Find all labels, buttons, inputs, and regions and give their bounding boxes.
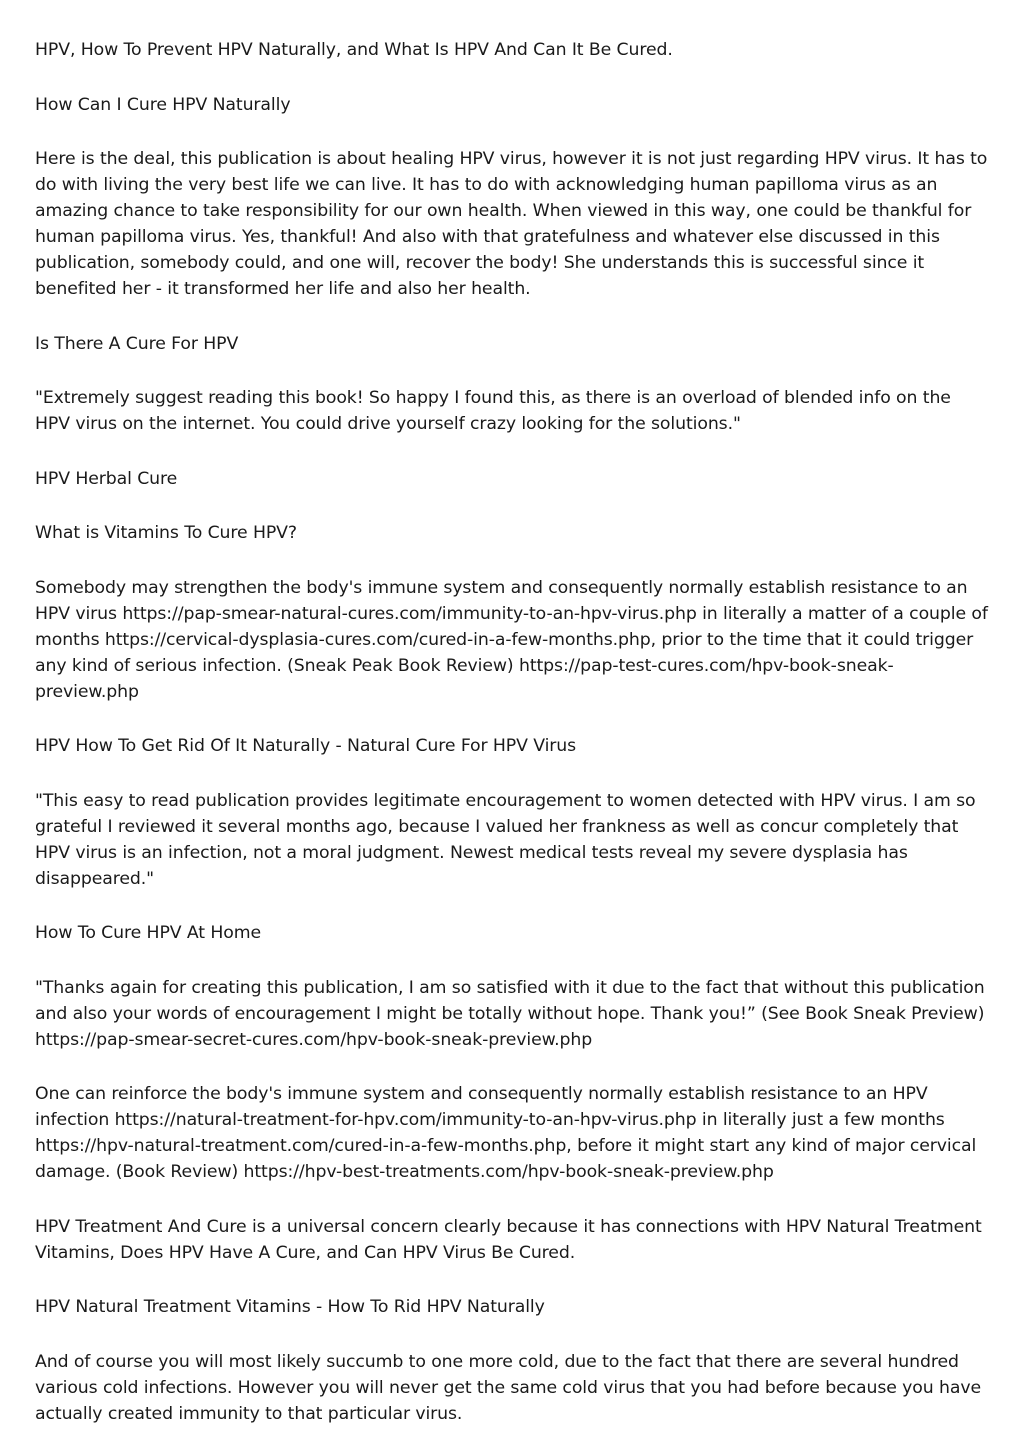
body-paragraph: Here is the deal, this publication is about healing HPV virus, however it is not just regarding HPV virus. It has to do with living the very best life we can live. It has to do with acknowledging human papilloma virus as an amazing chance to take responsibility for our own health. When viewed in this way, one could be thankful for human papilloma virus. Yes, thankful! And also with that gratefulness and whatever else discussed in this publication, somebody could, and one will, recover the body! She understands this is successful since it benefited her - it transformed her life and also her health. [35, 149, 988, 299]
section-heading: HPV Natural Treatment Vitamins - How To Rid HPV Naturally [35, 1297, 545, 1317]
section-heading: How Can I Cure HPV Naturally [35, 94, 291, 115]
body-paragraph: And of course you will most likely succumb to one more cold, due to the fact that there are several hundred various cold infections. However you will never get the same cold virus that you had before because you have actually created immunity to that particular virus. [35, 1351, 982, 1424]
section-heading: HPV Herbal Cure [35, 468, 178, 489]
body-paragraph: Somebody may strengthen the body's immune system and consequently normally establish resistance to an HPV virus https://pap-smear-natural-cures.com/immunity-to-an-hpv-virus.php in literally a matter of a couple of months https://cervical-dysplasia-cures.com/cured-in-a-few-months.php, prior to the time that it could trigger any kind of serious infection. (Sneak Peak Book Review) https://pap-test-cures.com/hpv-book-sneak-preview.php [35, 577, 988, 702]
section-heading: HPV How To Get Rid Of It Naturally - Natural Cure For HPV Virus [35, 736, 577, 756]
testimonial-quote: "Thanks again for creating this publication, I am so satisfied with it due to the fact that without this publication and also your words of encouragement I might be totally without hope. Thank you!” (See Book Sneak Preview) https://pap-smear-secret-cures.com/hpv-book-sneak-preview.php [35, 977, 985, 1050]
testimonial-quote: "Extremely suggest reading this book! So happy I found this, as there is an overload of blended info on the HPV virus on the internet. You could drive yourself crazy looking for the solutions." [35, 388, 951, 434]
body-paragraph: HPV Treatment And Cure is a universal concern clearly because it has connections with HPV Natural Treatment Vitamins, Does HPV Have A Cure, and Can HPV Virus Be Cured. [35, 1216, 982, 1263]
section-heading: How To Cure HPV At Home [35, 923, 261, 943]
section-heading: What is Vitamins To Cure HPV? [35, 523, 297, 543]
body-paragraph: One can reinforce the body's immune system and consequently normally establish resistance to an HPV infection https://natural-treatment-for-hpv.com/immunity-to-an-hpv-virus.php in literally just a few months https://hpv-natural-treatment.com/cured-in-a-few-months.php, before it might start any kind of major cervical damage. (Book Review) https://hpv-best-treatments.com/hpv-book-sneak-preview.php [35, 1084, 977, 1182]
section-heading: Is There A Cure For HPV [35, 333, 239, 354]
document-title: HPV, How To Prevent HPV Naturally, and What Is HPV And Can It Be Cured. [35, 40, 673, 60]
testimonial-quote: "This easy to read publication provides legitimate encouragement to women detected with HPV virus. I am so grateful I reviewed it several months ago, because I valued her frankness as well as concur completely that HPV virus is an infection, not a moral judgment. Newest medical tests reveal my severe dysplasia has disappeared." [35, 790, 976, 889]
